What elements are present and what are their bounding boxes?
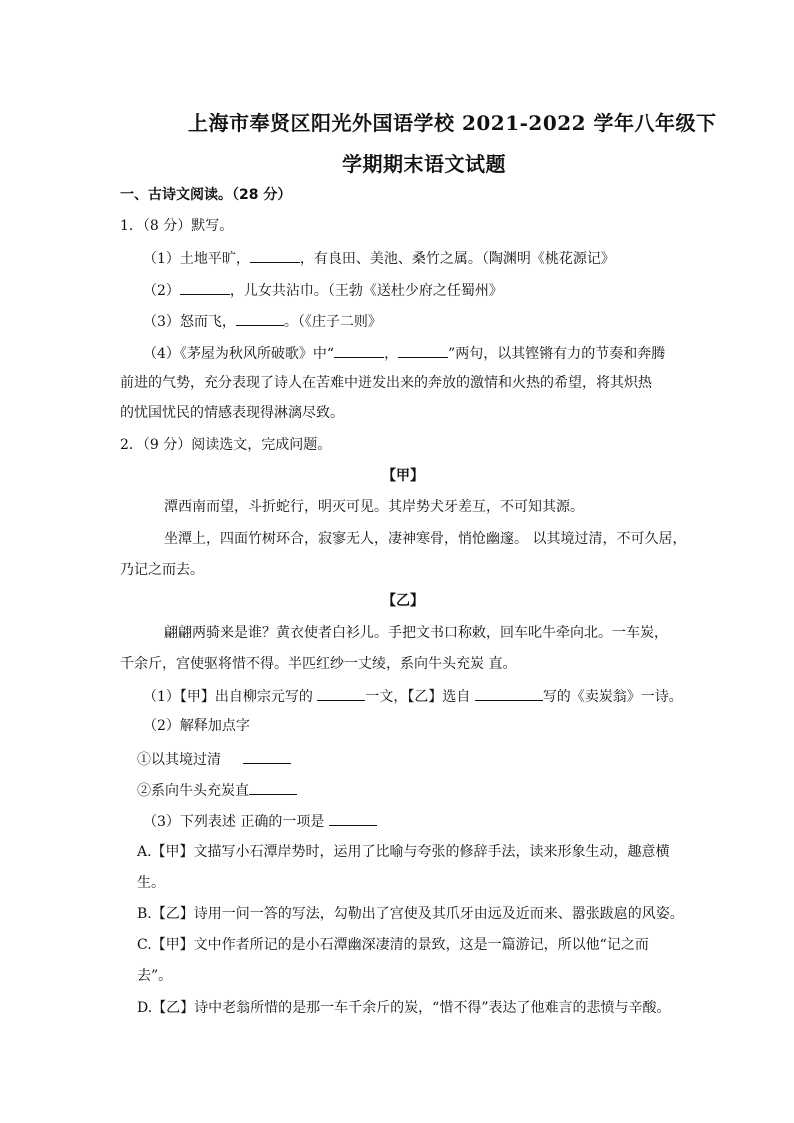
passage-jia-paragraph-2-line-1: 坐潭上，四面竹树环合，寂寥无人，凄神寒骨，悄怆幽邃。 以其境过清，不可久居， [164,531,687,547]
question-2-sub-3 [143,811,377,831]
option-a-line-1: A.【甲】文描写小石潭岸势时，运用了比喻与夸张的修辞手法，读来形象生动，趣意横 [137,844,670,860]
item-2-text-before: （2） [143,283,180,299]
passage-jia-paragraph-1: 潭西南而望，斗折蛇行，明灭可见。其岸势犬牙差互，不可知其源。 [164,499,584,515]
question-1-item-4-line-2: 前进的气势，充分表现了诗人在苦难中迸发出来的奔放的激情和火热的希望，将其炽热 [120,375,652,391]
item-4-text-before: （4）《茅屋为秋风所破歌》中“ [143,346,335,362]
option-c-line-2: 去”。 [137,968,173,984]
item-1-text-before: （1）土地平旷， [143,251,250,267]
question-1-item-2 [143,280,503,300]
answer-blank[interactable] [249,780,297,795]
item-4-text-mid: ， [384,346,399,362]
document-title-line-2: 学期期末语文试题 [342,152,506,176]
answer-blank[interactable] [250,248,300,263]
question-2-sub-2-b [137,780,297,800]
question-1-stem: 1．（8 分）默写。 [120,218,234,234]
answer-blank[interactable] [243,749,291,764]
passage-yi-line-1: 翩翩两骑来是谁？黄衣使者白衫儿。手把文书口称敕，回车叱牛牵向北。一车炭， [164,625,668,641]
answer-blank[interactable] [180,280,230,295]
answer-blank[interactable] [334,343,384,358]
question-1-item-1 [143,248,615,268]
sub-1-text-before: （1）【甲】出自柳宗元写的 [143,689,318,705]
option-a-line-2: 生。 [137,875,165,891]
answer-blank[interactable] [329,811,377,826]
sub-1-text-mid: 一文，【乙】选自 [365,689,475,705]
sub-2-b-text: ②系向牛头充炭直 [137,783,249,799]
answer-blank[interactable] [236,311,284,326]
option-c-line-1: C.【甲】文中作者所记的是小石潭幽深凄清的景致，这是一篇游记，所以他“记之而 [137,937,649,953]
question-1-item-4 [143,343,665,363]
passage-yi-line-2: 千余斤，宫使驱将惜不得。半匹红纱一丈绫，系向牛头充炭 直。 [120,656,517,672]
passage-jia-heading: 【甲】 [382,468,424,484]
item-1-text-after: ，有良田、美池、桑竹之属。（陶渊明《桃花源记》 [299,251,615,267]
question-1-item-3 [143,311,382,331]
sub-2-a-text: ①以其境过清 [137,752,221,768]
sub-3-text: （3）下列表述 正确的一项是 [143,814,329,830]
document-title-line-1: 上海市奉贤区阳光外国语学校 2021-2022 学年八年级下 [188,111,717,135]
question-2-sub-2: （2）解释加点字 [143,718,250,734]
item-3-text-after: 。（《庄子二则》 [283,314,382,330]
passage-yi-heading: 【乙】 [382,593,424,609]
option-d: D.【乙】诗中老翁所惜的是那一车千余斤的炭，“惜不得”表达了他难言的悲愤与辛酸。 [137,1000,671,1016]
item-3-text-before: （3）怒而飞， [143,314,236,330]
sub-1-text-after: 写的《卖炭翁》一诗。 [542,689,683,705]
passage-jia-paragraph-2-line-2: 乃记之而去。 [120,562,204,578]
question-2-sub-1 [143,686,683,706]
section-1-heading: 一、古诗文阅读。（28 分） [120,187,292,203]
question-1-item-4-line-3: 的忧国忧民的情感表现得淋漓尽致。 [120,405,344,421]
question-2-stem: 2．（9 分）阅读选文，完成问题。 [120,437,332,453]
answer-blank[interactable] [398,343,448,358]
question-2-sub-2-a [137,749,291,769]
item-2-text-after: ，儿女共沾巾。（王勃《送杜少府之任蜀州》 [229,283,503,299]
answer-blank[interactable] [317,686,365,701]
item-4-text-after: ”两句，以其铿锵有力的节奏和奔腾 [448,346,666,362]
answer-blank[interactable] [475,686,543,701]
option-b: B.【乙】诗用一问一答的写法，勾勒出了宫使及其爪牙由远及近而来、嚣张跋扈的风姿。 [137,906,684,922]
